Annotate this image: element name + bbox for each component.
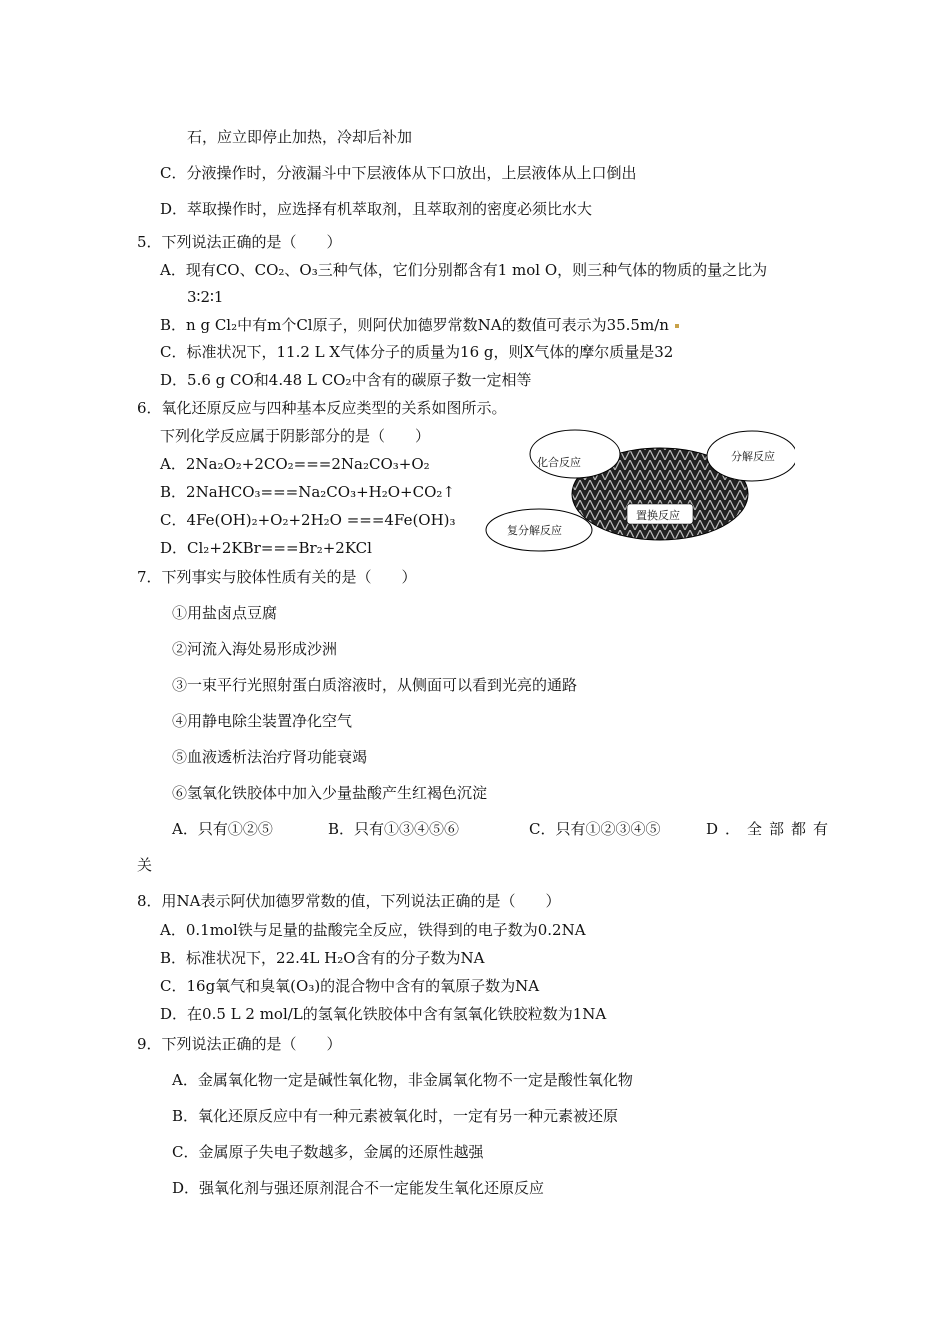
q5-option-b-text: B．n g Cl₂中有m个Cl原子，则阿伏加德罗常数NA的数值可表示为35.5m/n <box>160 316 669 334</box>
q8-option-c: C．16g氧气和臭氧(O₃)的混合物中含有的氧原子数为NA <box>160 977 540 995</box>
q5-stem: 5．下列说法正确的是（ ） <box>137 233 342 251</box>
q4-option-c: C．分液操作时，分液漏斗中下层液体从下口放出，上层液体从上口倒出 <box>160 164 637 182</box>
q5-option-b <box>160 315 679 335</box>
q9-stem: 9．下列说法正确的是（ ） <box>137 1035 342 1053</box>
q7-option-c: C．只有①②③④⑤ <box>529 820 661 838</box>
combination-ellipse <box>530 430 620 478</box>
q5-option-a: A．现有CO、CO₂、O₃三种气体，它们分别都含有1 mol O，则三种气体的物质的量之比为 <box>160 261 768 279</box>
q6-option-c: C．4Fe(OH)₂+O₂+2H₂O ===4Fe(OH)₃ <box>160 511 456 529</box>
double-replacement-label: 复分解反应 <box>507 524 562 537</box>
reaction-type-diagram <box>485 420 795 555</box>
q7-item-5: ⑤血液透析法治疗肾功能衰竭 <box>172 748 368 766</box>
q4-option-b-continuation: 石，应立即停止加热，冷却后补加 <box>187 128 413 146</box>
q7-item-2: ②河流入海处易形成沙洲 <box>172 640 338 658</box>
q7-item-6: ⑥氢氧化铁胶体中加入少量盐酸产生红褐色沉淀 <box>172 784 488 802</box>
q9-option-d: D．强氧化剂与强还原剂混合不一定能发生氧化还原反应 <box>172 1179 545 1197</box>
q7-stem: 7．下列事实与胶体性质有关的是（ ） <box>137 568 417 586</box>
displacement-label: 置换反应 <box>636 509 680 522</box>
q6-stem: 6．氧化还原反应与四种基本反应类型的关系如图所示。 <box>137 399 507 417</box>
q7-item-4: ④用静电除尘装置净化空气 <box>172 712 353 730</box>
q7-option-d-wrap: 关 <box>137 856 153 874</box>
q8-option-a: A．0.1mol铁与足量的盐酸完全反应，铁得到的电子数为0.2NA <box>160 921 586 939</box>
q9-option-a: A．金属氧化物一定是碱性氧化物，非金属氧化物不一定是酸性氧化物 <box>172 1071 633 1089</box>
q5-option-d: D．5.6 g CO和4.48 L CO₂中含有的碳原子数一定相等 <box>160 371 532 389</box>
q4-option-d: D．萃取操作时，应选择有机萃取剂，且萃取剂的密度必须比水大 <box>160 200 593 218</box>
q7-option-b: B．只有①③④⑤⑥ <box>328 820 460 838</box>
q6-option-b: B．2NaHCO₃===Na₂CO₃+H₂O+CO₂↑ <box>160 483 455 501</box>
q7-option-a: A．只有①②⑤ <box>172 820 273 838</box>
q9-option-b: B．氧化还原反应中有一种元素被氧化时，一定有另一种元素被还原 <box>172 1107 619 1125</box>
q8-option-b: B．标准状况下，22.4L H₂O含有的分子数为NA <box>160 949 485 967</box>
q5-option-a-ratio: 3∶2∶1 <box>187 288 224 306</box>
q9-option-c: C．金属原子失电子数越多，金属的还原性越强 <box>172 1143 484 1161</box>
q7-option-d: D．全部都有 <box>706 820 836 838</box>
q7-item-1: ①用盐卤点豆腐 <box>172 604 278 622</box>
q6-option-d: D．Cl₂+2KBr===Br₂+2KCl <box>160 539 372 557</box>
mark-dot <box>675 324 679 328</box>
q5-option-c: C．标准状况下，11.2 L X气体分子的质量为16 g，则X气体的摩尔质量是32 <box>160 343 674 361</box>
q8-option-d: D．在0.5 L 2 mol/L的氢氧化铁胶体中含有氢氧化铁胶粒数为1NA <box>160 1005 607 1023</box>
combination-label: 化合反应 <box>537 456 581 469</box>
q6-substem: 下列化学反应属于阴影部分的是（ ） <box>160 427 431 445</box>
q8-stem: 8．用NA表示阿伏加德罗常数的值，下列说法正确的是（ ） <box>137 892 561 910</box>
q7-item-3: ③一束平行光照射蛋白质溶液时，从侧面可以看到光亮的通路 <box>172 676 578 694</box>
q6-option-a: A．2Na₂O₂+2CO₂===2Na₂CO₃+O₂ <box>160 455 430 473</box>
decomposition-label: 分解反应 <box>731 450 775 463</box>
